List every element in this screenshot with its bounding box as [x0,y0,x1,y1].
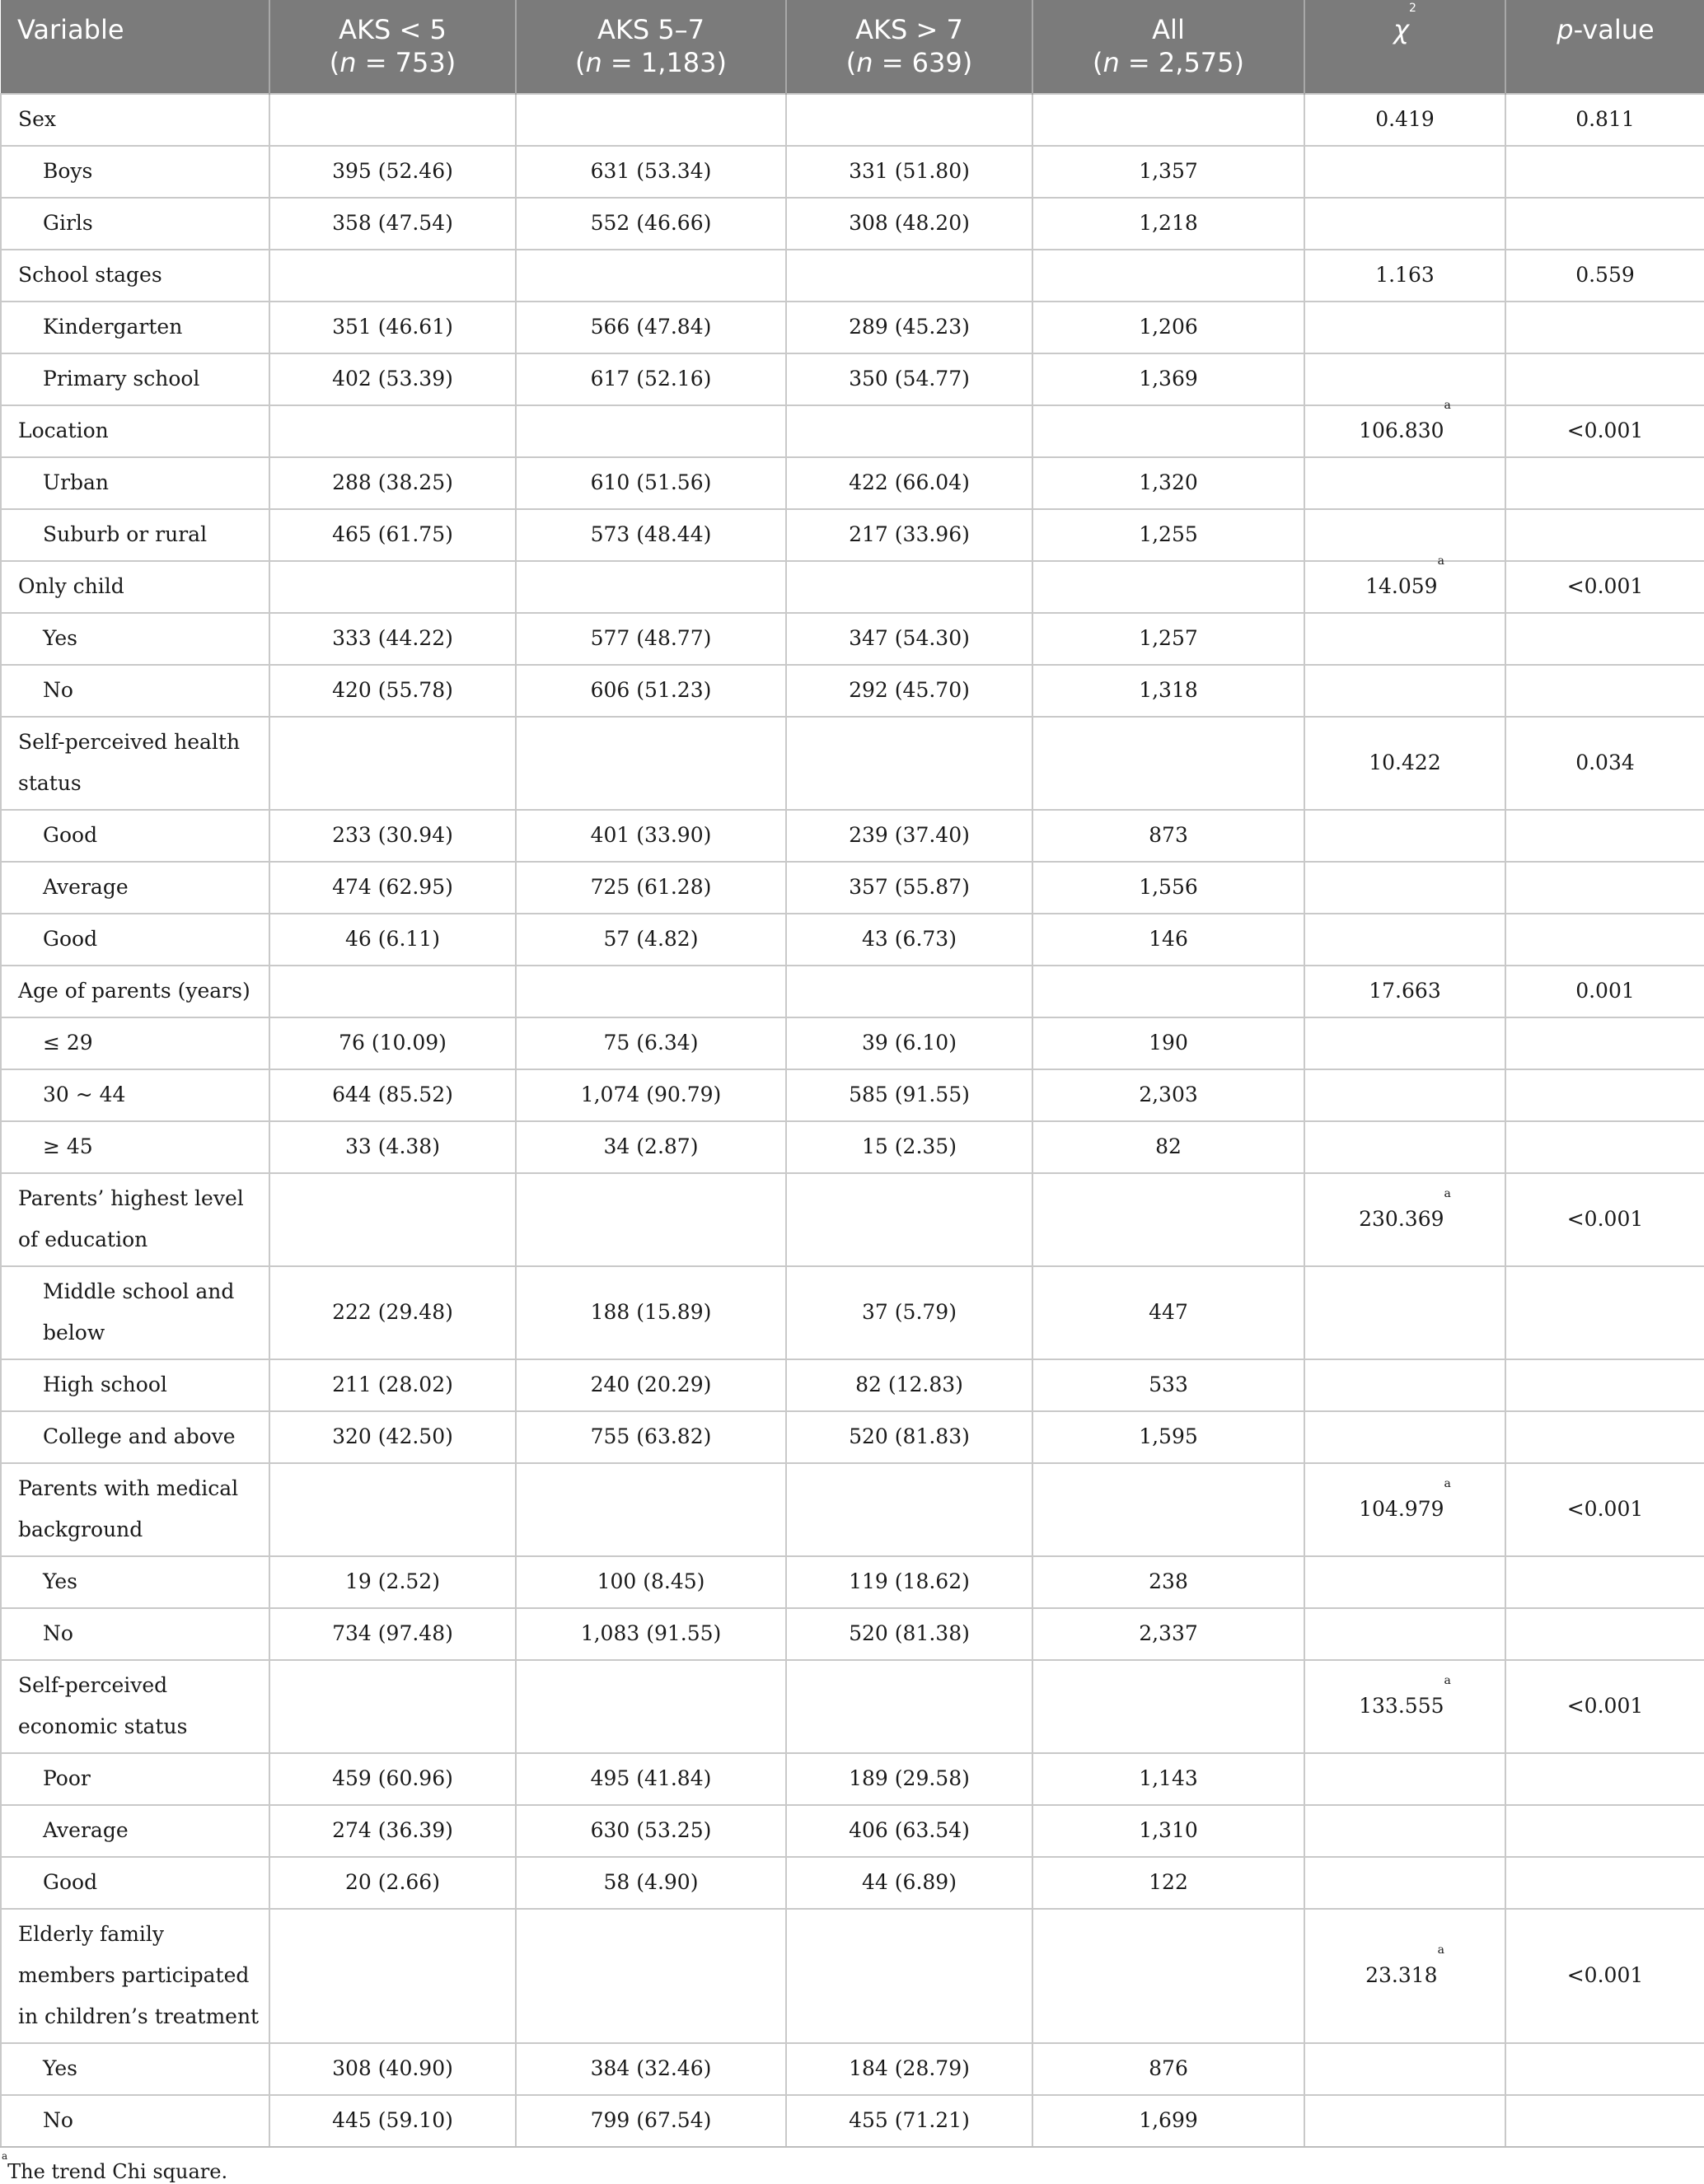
row-cell: 44 (6.89) [786,1857,1032,1909]
row-label: No [1,665,269,717]
row-cell: 347 (54.30) [786,613,1032,665]
row-cell: 331 (51.80) [786,146,1032,198]
row-cell [269,1660,516,1753]
row-cell [516,1463,786,1556]
row-cell [516,717,786,810]
row-chi-square [1304,1608,1505,1660]
row-p-value [1505,1121,1704,1173]
row-cell: 34 (2.87) [516,1121,786,1173]
row-cell: 644 (85.52) [269,1069,516,1121]
header-aks-gt7: AKS > 7 (n = 639) [786,0,1032,94]
row-p-value [1505,1069,1704,1121]
trend-marker: a [1437,1943,1444,1957]
row-cell: 474 (62.95) [269,862,516,914]
row-p-value: <0.001 [1505,405,1704,457]
row-cell: 289 (45.23) [786,302,1032,353]
row-chi-square: 10.422 [1304,717,1505,810]
row-p-value [1505,509,1704,561]
row-label: Middle school and below [1,1266,269,1359]
row-cell [786,966,1032,1017]
row-cell: 82 [1032,1121,1304,1173]
row-cell: 573 (48.44) [516,509,786,561]
row-chi-square [1304,1069,1505,1121]
row-cell [516,94,786,146]
header-variable: Variable [1,0,269,94]
row-chi-square [1304,1753,1505,1805]
row-cell [516,405,786,457]
row-label: Boys [1,146,269,198]
row-label: Average [1,862,269,914]
row-cell: 566 (47.84) [516,302,786,353]
row-cell: 401 (33.90) [516,810,786,862]
row-cell: 520 (81.38) [786,1608,1032,1660]
row-cell: 725 (61.28) [516,862,786,914]
row-cell: 1,206 [1032,302,1304,353]
row-cell: 585 (91.55) [786,1069,1032,1121]
table-row-variable [1,1173,1704,1266]
row-cell: 292 (45.70) [786,665,1032,717]
row-cell [786,1909,1032,2043]
row-chi-square [1304,1556,1505,1608]
row-cell [1032,561,1304,613]
row-cell: 39 (6.10) [786,1017,1032,1069]
row-cell [516,1909,786,2043]
row-chi-square [1304,1121,1505,1173]
row-cell: 610 (51.56) [516,457,786,509]
row-chi-square: 104.979$^a$ [1304,1463,1505,1556]
row-chi-square [1304,302,1505,353]
row-chi-square: 230.369$^a$ [1304,1173,1505,1266]
table-row-variable [1,405,1704,457]
row-cell: 33 (4.38) [269,1121,516,1173]
row-label: College and above [1,1411,269,1463]
row-cell: 46 (6.11) [269,914,516,966]
table-row-variable [1,250,1704,302]
row-cell [269,94,516,146]
row-cell: 422 (66.04) [786,457,1032,509]
row-chi-square [1304,1857,1505,1909]
row-p-value [1505,198,1704,250]
row-p-value [1505,1753,1704,1805]
row-p-value: <0.001 [1505,1173,1704,1266]
table-row-category [1,665,1704,717]
row-chi-square [1304,457,1505,509]
table-row-category [1,198,1704,250]
trend-marker: a [1444,1477,1451,1490]
row-cell: 455 (71.21) [786,2095,1032,2147]
table-row-variable [1,1463,1704,1556]
row-cell: 320 (42.50) [269,1411,516,1463]
row-chi-square [1304,613,1505,665]
row-cell: 350 (54.77) [786,353,1032,405]
row-label: No [1,2095,269,2147]
row-cell [1032,1463,1304,1556]
row-p-value: 0.811 [1505,94,1704,146]
row-p-value [1505,146,1704,198]
table-row-category [1,509,1704,561]
row-chi-square [1304,353,1505,405]
row-cell: 447 [1032,1266,1304,1359]
row-cell: 755 (63.82) [516,1411,786,1463]
row-cell [516,966,786,1017]
row-p-value: <0.001 [1505,561,1704,613]
table-row-variable [1,1660,1704,1753]
row-cell [1032,94,1304,146]
table-row-category [1,810,1704,862]
row-cell: 211 (28.02) [269,1359,516,1411]
row-cell [1032,1909,1304,2043]
row-cell [786,1660,1032,1753]
table-row-category [1,1017,1704,1069]
row-chi-square [1304,810,1505,862]
row-cell [269,405,516,457]
row-cell: 20 (2.66) [269,1857,516,1909]
row-p-value [1505,1805,1704,1857]
row-cell: 189 (29.58) [786,1753,1032,1805]
row-cell: 384 (32.46) [516,2043,786,2095]
row-cell: 1,369 [1032,353,1304,405]
row-chi-square: 1.163 [1304,250,1505,302]
table-row-category [1,1411,1704,1463]
row-label: Yes [1,1556,269,1608]
row-label: High school [1,1359,269,1411]
row-label: No [1,1608,269,1660]
row-p-value: 0.001 [1505,966,1704,1017]
row-cell: 876 [1032,2043,1304,2095]
row-cell [269,966,516,1017]
row-cell: 1,218 [1032,198,1304,250]
row-label: Suburb or rural [1,509,269,561]
row-cell [516,250,786,302]
row-cell [786,1463,1032,1556]
row-cell: 75 (6.34) [516,1017,786,1069]
row-cell [269,717,516,810]
row-label: Only child [1,561,269,613]
row-cell: 533 [1032,1359,1304,1411]
row-chi-square [1304,1017,1505,1069]
row-cell: 308 (48.20) [786,198,1032,250]
row-label: Good [1,914,269,966]
row-label: Sex [1,94,269,146]
row-chi-square [1304,2043,1505,2095]
row-p-value [1505,665,1704,717]
row-cell: 274 (36.39) [269,1805,516,1857]
row-cell: 2,337 [1032,1608,1304,1660]
row-cell [516,1660,786,1753]
row-cell [786,94,1032,146]
row-cell [1032,250,1304,302]
row-cell: 238 [1032,1556,1304,1608]
row-chi-square: 106.830$^a$ [1304,405,1505,457]
row-cell: 395 (52.46) [269,146,516,198]
row-p-value: <0.001 [1505,1463,1704,1556]
table-row-category [1,613,1704,665]
row-label: Girls [1,198,269,250]
row-label: Yes [1,613,269,665]
row-cell: 1,556 [1032,862,1304,914]
footnote [0,2148,1704,2184]
table-row-variable [1,94,1704,146]
row-cell [269,1173,516,1266]
row-cell [1032,1660,1304,1753]
row-p-value [1505,914,1704,966]
row-label: ≤ 29 [1,1017,269,1069]
row-cell: 222 (29.48) [269,1266,516,1359]
row-cell: 1,257 [1032,613,1304,665]
table-row-category [1,1121,1704,1173]
row-chi-square [1304,914,1505,966]
row-cell [1032,966,1304,1017]
table-row-category [1,302,1704,353]
row-cell: 1,310 [1032,1805,1304,1857]
row-label: Good [1,810,269,862]
row-cell: 288 (38.25) [269,457,516,509]
row-p-value [1505,1017,1704,1069]
row-p-value [1505,302,1704,353]
table-row-category [1,862,1704,914]
table-row-variable [1,561,1704,613]
row-cell [786,717,1032,810]
row-cell: 577 (48.77) [516,613,786,665]
trend-marker: a [1444,1187,1451,1200]
table-row-category [1,1753,1704,1805]
row-cell: 351 (46.61) [269,302,516,353]
row-cell [516,561,786,613]
row-cell: 734 (97.48) [269,1608,516,1660]
table-header [1,0,1704,94]
row-cell [269,561,516,613]
row-cell: 217 (33.96) [786,509,1032,561]
row-label: Urban [1,457,269,509]
row-p-value [1505,457,1704,509]
row-cell: 19 (2.52) [269,1556,516,1608]
table-row-category [1,1359,1704,1411]
row-chi-square [1304,198,1505,250]
row-p-value [1505,810,1704,862]
row-chi-square [1304,146,1505,198]
table-row-category [1,1805,1704,1857]
row-p-value [1505,1608,1704,1660]
row-cell: 402 (53.39) [269,353,516,405]
header-row [1,0,1704,94]
header-aks-lt5: AKS < 5 (n = 753) [269,0,516,94]
row-label: Elderly family members participated in children’s treatment [1,1909,269,2043]
row-cell: 1,595 [1032,1411,1304,1463]
row-cell [269,1909,516,2043]
row-cell: 1,320 [1032,457,1304,509]
table-row-category [1,457,1704,509]
row-cell: 43 (6.73) [786,914,1032,966]
row-label: Poor [1,1753,269,1805]
row-label: Parents with medical background [1,1463,269,1556]
row-p-value [1505,353,1704,405]
row-label: ≥ 45 [1,1121,269,1173]
row-cell [1032,717,1304,810]
row-label: Average [1,1805,269,1857]
table-row-category [1,353,1704,405]
row-cell: 873 [1032,810,1304,862]
row-cell: 122 [1032,1857,1304,1909]
row-p-value: <0.001 [1505,1660,1704,1753]
row-cell: 76 (10.09) [269,1017,516,1069]
row-label: Good [1,1857,269,1909]
row-cell: 308 (40.90) [269,2043,516,2095]
trend-marker: a [1437,554,1444,568]
row-cell: 445 (59.10) [269,2095,516,2147]
row-label: Self-perceived health status [1,717,269,810]
row-cell [786,405,1032,457]
row-cell: 119 (18.62) [786,1556,1032,1608]
table-row-variable [1,1909,1704,2043]
row-cell: 333 (44.22) [269,613,516,665]
row-chi-square [1304,509,1505,561]
row-cell: 630 (53.25) [516,1805,786,1857]
table-row-category [1,1608,1704,1660]
table-row-category [1,2043,1704,2095]
row-p-value [1505,2095,1704,2147]
row-cell [516,1173,786,1266]
row-label: Primary school [1,353,269,405]
row-cell: 82 (12.83) [786,1359,1032,1411]
row-cell: 1,318 [1032,665,1304,717]
row-cell: 631 (53.34) [516,146,786,198]
row-cell: 240 (20.29) [516,1359,786,1411]
row-cell [786,561,1032,613]
row-cell: 520 (81.83) [786,1411,1032,1463]
row-chi-square [1304,1805,1505,1857]
row-chi-square: 23.318$^a$ [1304,1909,1505,2043]
table-row-category [1,1556,1704,1608]
table-row-category [1,2095,1704,2147]
row-p-value: <0.001 [1505,1909,1704,2043]
row-cell: 799 (67.54) [516,2095,786,2147]
row-chi-square: 133.555$^a$ [1304,1660,1505,1753]
table-row-category [1,914,1704,966]
row-cell: 420 (55.78) [269,665,516,717]
row-chi-square [1304,1411,1505,1463]
row-cell: 37 (5.79) [786,1266,1032,1359]
row-p-value [1505,1359,1704,1411]
row-chi-square: 17.663 [1304,966,1505,1017]
table-row-variable [1,717,1704,810]
row-cell: 1,357 [1032,146,1304,198]
row-cell: 406 (63.54) [786,1805,1032,1857]
trend-marker: a [1444,1674,1451,1687]
table-row-category [1,1266,1704,1359]
row-cell: 100 (8.45) [516,1556,786,1608]
row-cell: 1,074 (90.79) [516,1069,786,1121]
row-chi-square [1304,2095,1505,2147]
row-label: Yes [1,2043,269,2095]
table-body [1,94,1704,2147]
row-p-value [1505,1556,1704,1608]
row-cell [269,1463,516,1556]
row-cell: 1,083 (91.55) [516,1608,786,1660]
row-p-value [1505,2043,1704,2095]
row-chi-square [1304,665,1505,717]
header-aks-5-7: AKS 5–7 (n = 1,183) [516,0,786,94]
row-cell: 1,699 [1032,2095,1304,2147]
row-cell: 358 (47.54) [269,198,516,250]
row-chi-square [1304,862,1505,914]
row-cell: 184 (28.79) [786,2043,1032,2095]
header-all: All (n = 2,575) [1032,0,1304,94]
row-cell [786,250,1032,302]
row-cell: 1,143 [1032,1753,1304,1805]
row-cell [1032,1173,1304,1266]
table-row-category [1,1857,1704,1909]
row-cell: 190 [1032,1017,1304,1069]
row-cell: 58 (4.90) [516,1857,786,1909]
row-p-value [1505,1857,1704,1909]
row-p-value: 0.034 [1505,717,1704,810]
row-label: Age of parents (years) [1,966,269,1017]
row-cell: 617 (52.16) [516,353,786,405]
footnote-text: The trend Chi square. [7,2160,228,2183]
row-label: Parents’ highest level of education [1,1173,269,1266]
row-cell: 57 (4.82) [516,914,786,966]
row-label: Self-perceived economic status [1,1660,269,1753]
header-p-value: p-value [1505,0,1704,94]
row-cell: 2,303 [1032,1069,1304,1121]
row-cell [269,250,516,302]
row-cell: 357 (55.87) [786,862,1032,914]
row-p-value [1505,1266,1704,1359]
table-row-category [1,146,1704,198]
row-cell: 1,255 [1032,509,1304,561]
row-p-value [1505,1411,1704,1463]
trend-marker: a [1444,399,1451,412]
row-label: School stages [1,250,269,302]
row-cell: 459 (60.96) [269,1753,516,1805]
row-chi-square: 14.059$^a$ [1304,561,1505,613]
row-cell: 606 (51.23) [516,665,786,717]
row-cell [786,1173,1032,1266]
row-chi-square: 0.419 [1304,94,1505,146]
row-cell [1032,405,1304,457]
row-cell: 146 [1032,914,1304,966]
row-cell: 495 (41.84) [516,1753,786,1805]
row-cell: 552 (46.66) [516,198,786,250]
row-p-value [1505,862,1704,914]
row-cell: 188 (15.89) [516,1266,786,1359]
row-cell: 239 (37.40) [786,810,1032,862]
row-label: Location [1,405,269,457]
row-label: 30 ~ 44 [1,1069,269,1121]
row-p-value: 0.559 [1505,250,1704,302]
row-cell: 233 (30.94) [269,810,516,862]
table-row-category [1,1069,1704,1121]
row-cell: 15 (2.35) [786,1121,1032,1173]
table-row-variable [1,966,1704,1017]
row-chi-square [1304,1266,1505,1359]
row-chi-square [1304,1359,1505,1411]
footnote-marker: a [2,2150,8,2162]
row-p-value [1505,613,1704,665]
row-label: Kindergarten [1,302,269,353]
row-cell: 465 (61.75) [269,509,516,561]
header-chi-square: $\chi^2$ [1304,0,1505,94]
